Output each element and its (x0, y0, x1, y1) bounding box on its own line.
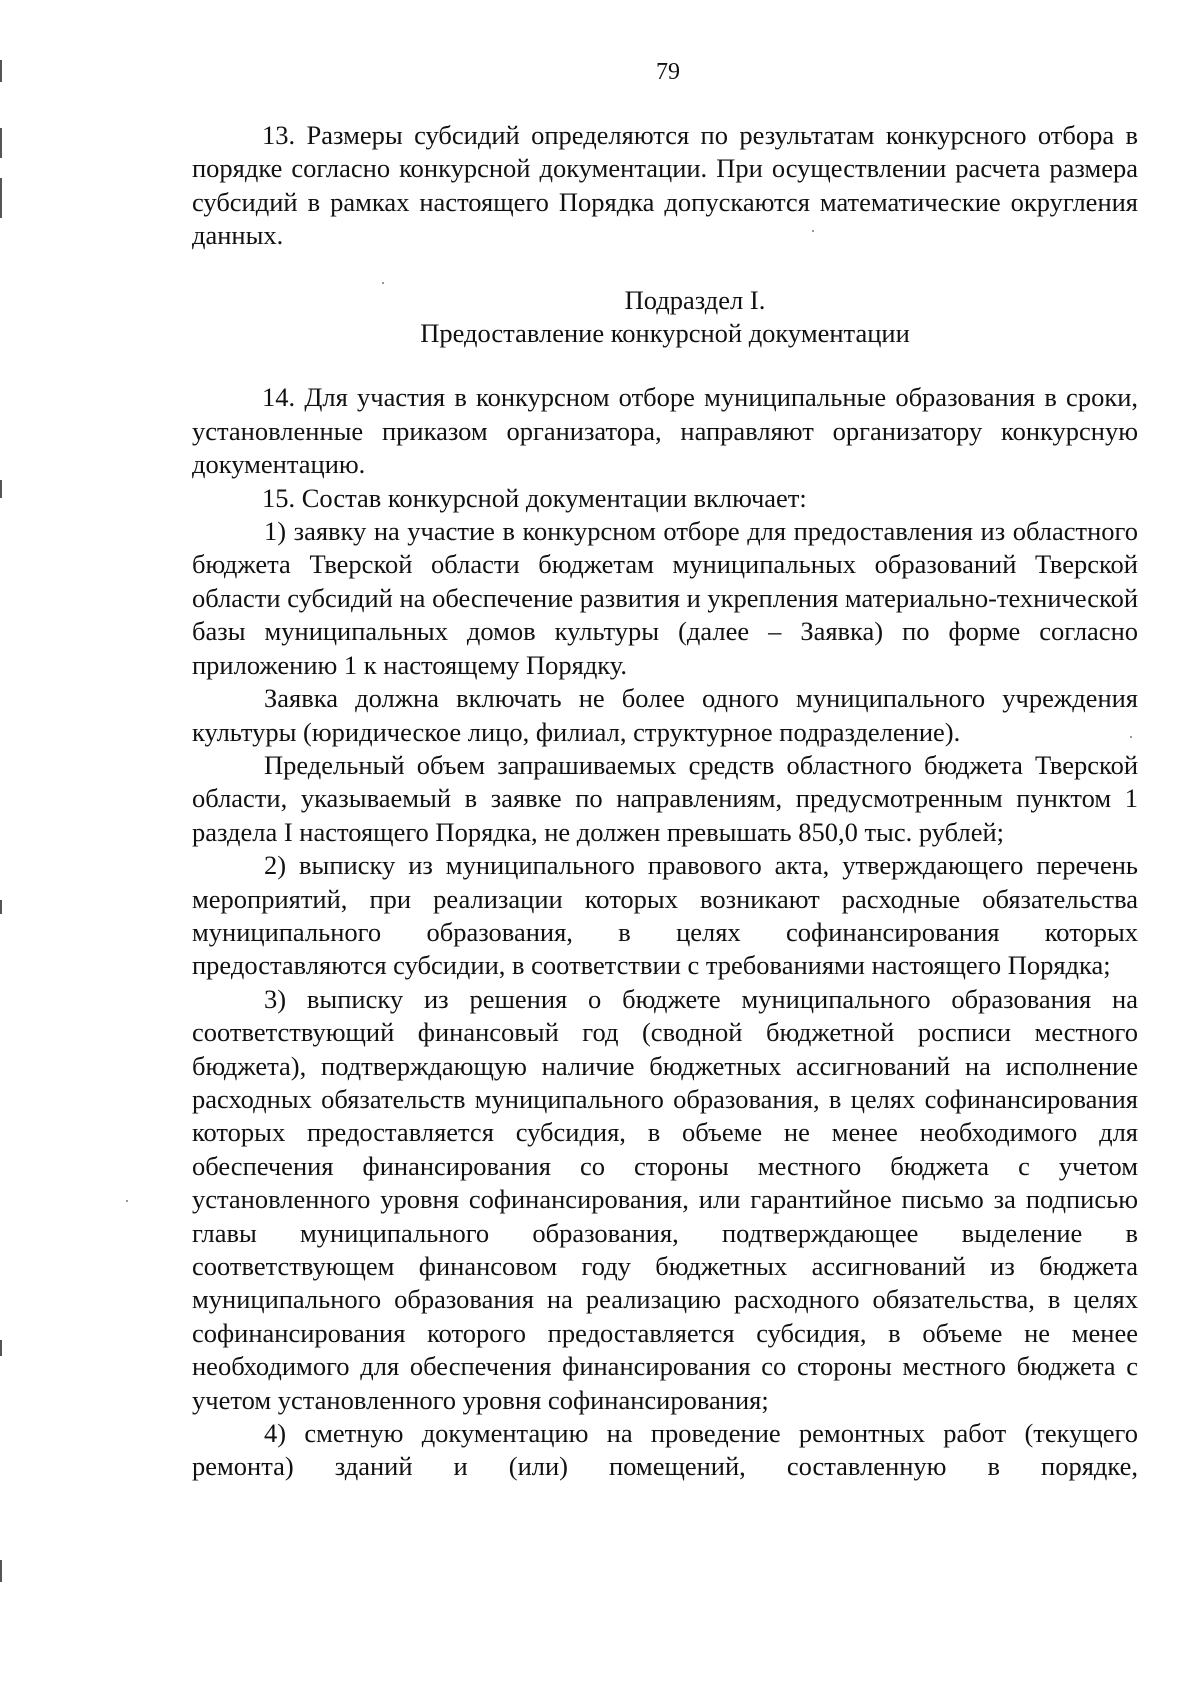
paragraph-15-item-2: 2) выписку из муниципального правового акта, утверждающего перечень мероприятий, при реализации которых возникают расходные обязательства муниципального образования, в целях софинансирования которых предоставляются субсидии, в соответствии с требованиями настоящего Порядка; (192, 850, 1138, 981)
scan-edge-mark (0, 178, 2, 218)
paragraph-15-item-1-note-a: Заявка должна включать не более одного муниципального учреждения культуры (юридическое лицо, филиал, структурное подразделение). (192, 683, 1138, 747)
scan-edge-mark (0, 480, 2, 498)
scan-edge-mark (0, 1340, 2, 1356)
paragraph-15-item-1-note-b: Предельный объем запрашиваемых средств областного бюджета Тверской области, указываемый в заявке по направлениям, предусмотренным пунктом 1 раздела I настоящего Порядка, не должен превышать 850,0 тыс. рублей; (192, 749, 1138, 847)
scan-edge-mark (0, 1560, 2, 1582)
subsection-heading (192, 284, 1138, 351)
subsection-number: Подраздел I. (624, 284, 766, 315)
scan-speck (126, 1200, 128, 1202)
paragraph-14: 14. Для участия в конкурсном отборе муниципальные образования в сроки, установленные приказом организатора, направляют организатору конкурсную документацию. (192, 382, 1138, 480)
paragraph-15: 15. Состав конкурсной документации включает: (262, 482, 807, 513)
scan-edge-marks (0, 0, 3, 1705)
scan-edge-mark (0, 900, 2, 914)
document-body (192, 119, 1138, 1484)
scan-edge-mark (0, 128, 2, 158)
paragraph-15-item-3: 3) выписку из решения о бюджете муниципального образования на соответствующий финансовый год (сводной бюджетной росписи местного бюджета), подтверждающую наличие бюджетных ассигнований на исполнение расходных обязательств муниципального образования, в целях софинансирования которых предоставляется субсидия, в объеме не менее необходимого для обеспечения финансирования со стороны местного бюджета с учетом установленного уровня софинансирования, или гарантийное письмо за подписью главы муниципального образования, подтверждающее выделение в соответствующем финансовом году бюджетных ассигнований из бюджета муниципального образования на реализацию расходного обязательства, в целях софинансирования которого предоставляется субсидия, в объеме не менее необходимого для обеспечения финансирования со стороны местного бюджета с учетом установленного уровня софинансирования; (192, 983, 1138, 1415)
paragraph-15-item-4: 4) сметную документацию на проведение ремонтных работ (текущего ремонта) зданий и (или) помещений, составленную в порядке, (192, 1418, 1138, 1482)
paragraph-15-item-1: 1) заявку на участие в конкурсном отборе для предоставления из областного бюджета Тверской области бюджетам муниципальных образований Тверской области субсидий на обеспечение развития и укрепления материально-технической базы муниципальных домов культуры (далее – Заявка) по форме согласно приложению 1 к настоящему Порядку. (192, 516, 1138, 680)
paragraph-13: 13. Размеры субсидий определяются по результатам конкурсного отбора в порядке согласно конкурсной документации. При осуществлении расчета размера субсидий в рамках настоящего Порядка допускаются математические округления данных. (192, 120, 1138, 251)
page-number: 79 (656, 59, 680, 85)
subsection-title: Предоставление конкурсной документации (420, 318, 910, 349)
